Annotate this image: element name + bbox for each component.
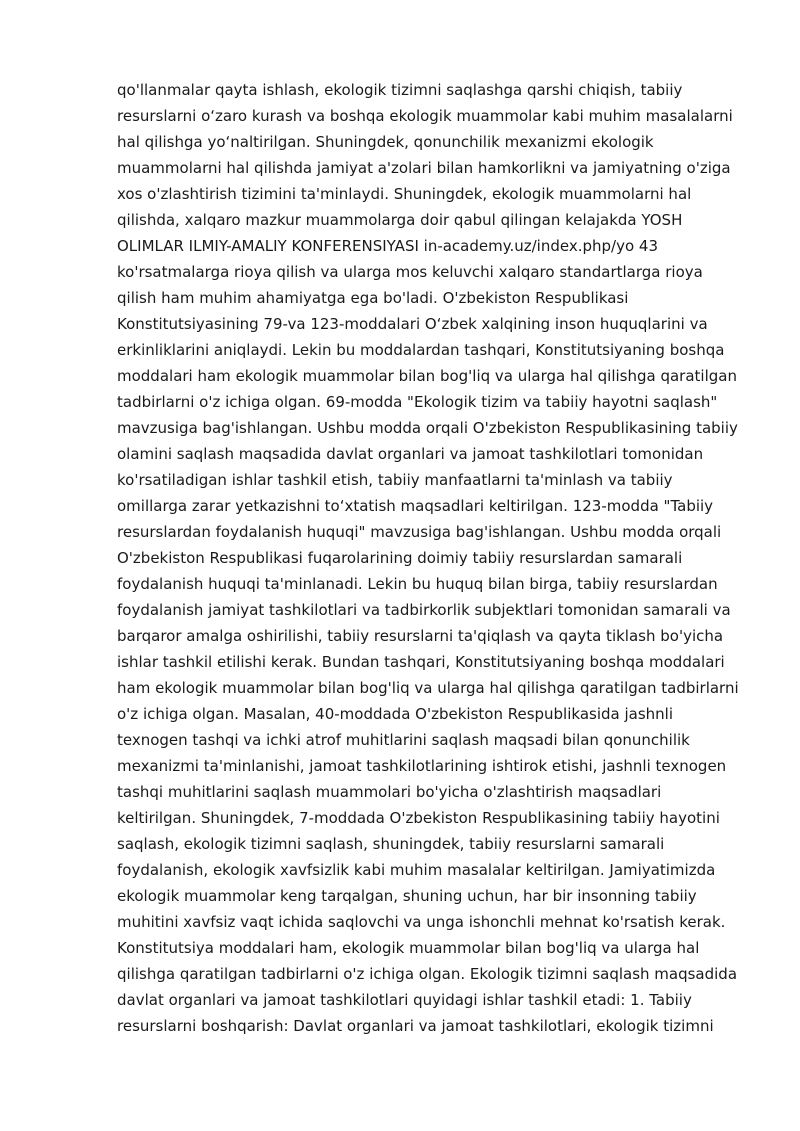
text-line: saqlash, ekologik tizimni saqlash, shuningdek, tabiiy resurslarni samarali [117,835,665,853]
text-line: ekologik muammolar keng tarqalgan, shuning uchun, har bir insonning tabiiy [117,887,697,905]
text-line: erkinliklarini aniqlaydi. Lekin bu moddalardan tashqari, Konstitutsiyaning boshqa [117,341,725,359]
text-line: davlat organlari va jamoat tashkilotlari quyidagi ishlar tashkil etadi: 1. Tabiiy [117,991,692,1009]
text-line: qilishga qaratilgan tadbirlarni o'z ichiga olgan. Ekologik tizimni saqlash maqsadida [117,965,738,983]
text-line: resurslardan foydalanish huquqi" mavzusiga bag'ishlangan. Ushbu modda orqali [117,523,722,541]
text-line: tadbirlarni o'z ichiga olgan. 69-modda "Ekologik tizim va tabiiy hayotni saqlash" [117,393,718,411]
text-line: ko'rsatmalarga rioya qilish va ularga mos keluvchi xalqaro standartlarga rioya [117,263,703,281]
text-line: olamini saqlash maqsadida davlat organlari va jamoat tashkilotlari tomonidan [117,445,704,463]
text-line: mavzusiga bag'ishlangan. Ushbu modda orqali O'zbekiston Respublikasining tabiiy [117,419,738,437]
text-line: barqaror amalga oshirilishi, tabiiy resurslarni ta'qiqlash va qayta tiklash bo'yicha [117,627,724,645]
text-line: qo'llanmalar qayta ishlash, ekologik tizimni saqlashga qarshi chiqish, tabiiy [117,81,683,99]
text-line: foydalanish, ekologik xavfsizlik kabi muhim masalalar keltirilgan. Jamiyatimizda [117,861,716,879]
text-line: ham ekologik muammolar bilan bog'liq va ularga hal qilishga qaratilgan tadbirlarni [117,679,739,697]
text-line: OLIMLAR ILMIY-AMALIY KONFERENSIYASI in-academy.uz/index.php/yo 43 [117,237,658,255]
text-line: keltirilgan. Shuningdek, 7-moddada O'zbekiston Respublikasining tabiiy hayotini [117,809,720,827]
text-line: foydalanish huquqi ta'minlanadi. Lekin bu huquq bilan birga, tabiiy resurslardan [117,575,718,593]
text-line: ko'rsatiladigan ishlar tashkil etish, tabiiy manfaatlarni ta'minlash va tabiiy [117,471,673,489]
text-line: moddalari ham ekologik muammolar bilan bog'liq va ularga hal qilishga qaratilgan [117,367,737,385]
text-line: texnogen tashqi va ichki atrof muhitlarini saqlash maqsadi bilan qonunchilik [117,731,690,749]
body-text [117,77,767,1039]
text-line: qilish ham muhim ahamiyatga ega bo'ladi. O'zbekiston Respublikasi [117,289,629,307]
text-line: muhitini xavfsiz vaqt ichida saqlovchi va unga ishonchli mehnat ko'rsatish kerak. [117,913,726,931]
text-line: mexanizmi ta'minlanishi, jamoat tashkilotlarining ishtirok etishi, jashnli texnogen [117,757,727,775]
text-line: resurslarni boshqarish: Davlat organlari va jamoat tashkilotlari, ekologik tizimni [117,1017,714,1035]
text-line: hal qilishga yo‘naltirilgan. Shuningdek, qonunchilik mexanizmi ekologik [117,133,654,151]
text-line: o'z ichiga olgan. Masalan, 40-moddada O'zbekiston Respublikasida jashnli [117,705,673,723]
text-line: omillarga zarar yetkazishni to‘xtatish maqsadlari keltirilgan. 123-modda "Tabiiy [117,497,714,515]
text-line: muammolarni hal qilishda jamiyat a'zolari bilan hamkorlikni va jamiyatning o'ziga [117,159,731,177]
text-line: foydalanish jamiyat tashkilotlari va tadbirkorlik subjektlari tomonidan samarali va [117,601,731,619]
text-line: Konstitutsiya moddalari ham, ekologik muammolar bilan bog'liq va ularga hal [117,939,700,957]
text-line: ishlar tashkil etilishi kerak. Bundan tashqari, Konstitutsiyaning boshqa moddalari [117,653,725,671]
text-line: xos o'zlashtirish tizimini ta'minlaydi. Shuningdek, ekologik muammolarni hal [117,185,692,203]
text-line: O'zbekiston Respublikasi fuqarolarining doimiy tabiiy resurslardan samarali [117,549,683,567]
text-line: qilishda, xalqaro mazkur muammolarga doir qabul qilingan kelajakda YOSH [117,211,683,229]
text-line: Konstitutsiyasining 79-va 123-moddalari O‘zbek xalqining inson huquqlarini va [117,315,708,333]
text-line: resurslarni o‘zaro kurash va boshqa ekologik muammolar kabi muhim masalalarni [117,107,733,125]
text-line: tashqi muhitlarini saqlash muammolari bo'yicha o'zlashtirish maqsadlari [117,783,662,801]
